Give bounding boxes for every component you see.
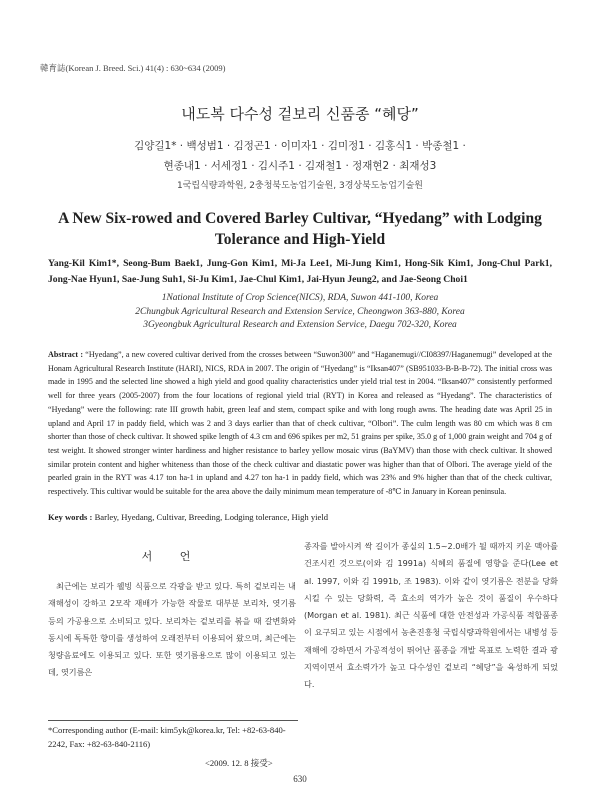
keywords-text: Barley, Hyedang, Cultivar, Breeding, Lodging tolerance, High yield: [94, 512, 329, 522]
english-affiliation-3: 3Gyeongbuk Agricultural Research and Extension Service, Daegu 702-320, Korea: [143, 320, 457, 330]
english-authors: Yang-Kil Kim1*, Seong-Bum Baek1, Jung-Gon Kim1, Mi-Ja Lee1, Mi-Jung Kim1, Hong-Sik Kim1, Jong-Chul Park1, Jong-Nae Hyun1, Sae-Jung Suh1, Si-Ju Kim1, Jae-Chul Kim1, Jai-Hyun Jeung2, and Jae-Seong Choi1: [48, 258, 552, 285]
intro-right-text: 종자를 발아시켜 싹 길이가 종실의 1.5~2.0배가 될 때까지 키운 맥아를 건조시킨 것으로(이와 김 1991a) 식혜의 품질에 영향을 준다(Lee et al. 1997, 이와 김 1991b, 조 1983). 이와 같이 엿기름은 전분을 당화시킬 수 있는 당화력, 즉 효소의 역가가 높은 것이 품질이 우수하다(Morgan et al. 1981). 최근 식품에 대한 안전성과 가공식품 적합품종이 요구되고 있는 시점에서 농촌진흥청 국립식량과학원에서는 내병성 등 재해에 강하면서 가공적성이 뛰어난 품종을 개발 목표로 노력한 결과 광지역이면서 효소력가가 높고 다수성인 겉보리 “혜당”을 육성하게 되었다.: [304, 541, 558, 690]
english-affiliation-1: 1National Institute of Crop Science(NICS), RDA, Suwon 441-100, Korea: [161, 293, 439, 303]
abstract: [48, 348, 552, 499]
corresponding-author-footnote: *Corresponding author (E-mail: kim5yk@korea.kr, Tel: +82-63-840-2242, Fax: +82-63-840-2116): [48, 725, 286, 749]
section-heading-introduction: 서 언: [141, 550, 203, 563]
journal-header: 韓育誌(Korean J. Breed. Sci.) 41(4) : 630~634 (2009): [40, 63, 226, 73]
korean-authors-line-1: 김양길1* · 백성범1 · 김정곤1 · 이미자1 · 김미정1 · 김홍식1 · 박종철1 ·: [134, 140, 466, 152]
page-number: 630: [293, 774, 307, 784]
korean-affiliations: 1국립식량과학원, 2충청북도농업기술원, 3경상북도농업기술원: [177, 181, 423, 191]
received-date: <2009. 12. 8 接受>: [205, 758, 273, 768]
keywords: [48, 512, 552, 522]
keywords-label: Key words :: [48, 512, 93, 522]
english-title: A New Six-rowed and Covered Barley Cultivar, “Hyedang” with Lodging Tolerance and High-Yield: [58, 210, 542, 248]
footnote-divider: [48, 720, 298, 721]
intro-left-column: [48, 578, 296, 682]
intro-right-column: [304, 538, 558, 694]
abstract-label: Abstract :: [48, 350, 84, 359]
intro-left-text: 최근에는 보리가 웰빙 식품으로 각광을 받고 있다. 특히 겉보리는 내재해성이 강하고 2모작 재배가 가능한 작물로 대부분 보리차, 엿기름 등의 가공용으로 소비되고 있다. 보리차는 겉보리를 볶을 때 갈변화와 동시에 독특한 향미를 생성하여 오래전부터 이용되어 왔으며, 최근에는 청량음료에도 이용되고 있다. 또한 엿기름용으로 많이 이용되고 있는데, 엿기름은: [48, 581, 296, 678]
korean-title: 내도복 다수성 겉보리 신품종 “혜당”: [181, 105, 419, 123]
abstract-text: “Hyedang”, a new covered cultivar derived from the crosses between “Suwon300” and “Haganemugi//CI08397/Haganemugi” developed at the Honam Agricultural Research Institute (HARI), NICS, RDA in 2007. The origin of “Hyedang” is “Iksan407” (SB951033-B-B-B-72). The initial cross was made in 1995 and the selected line showed a high yield and good quality characteristics under yield trial test in 2004. “Iksan407” consistently performed well for three years (2005-2007) from the four locations of regional yield trial (RYT) in Korea and released as “Hyedang”. The characteristics of “Hyedang” were the following: rate III growth habit, green leaf and stem, compact spike and with long rough awns. The heading date was April 25 in upland and April 17 in paddy field, which was 2 and 3 days earlier than that of check cultivar, “Olbori”. The culm length was 80 cm which was 8 cm shorter than those of check cultivar. It showed spike length of 4.3 cm and 696 spikes per m2, 51 grains per spike, 35.0 g of 1,000 grain weight and 704 g of test weight. It showed stronger winter hardiness and higher resistance to barley yellow mosaic virus (BaYMV) than those with check cultivar. It showed similar protein content and higher whiteness than those of the check cultivar and diastatic power was higher than that of Olbori. The average yield of the pearled grain in the RYT was 4.17 ton ha-1 in upland and 4.27 ton ha-1 in paddy field, which was 23% and 9% higher than that of the check cultivar, respectively. This cultivar would be suitable for the area above the daily minimum mean temperature of -8℃ in January in Korean peninsula.: [48, 350, 552, 497]
korean-authors-line-2: 현종내1 · 서세정1 · 김시주1 · 김재철1 · 정재현2 · 최재성3: [163, 160, 437, 172]
english-affiliation-2: 2Chungbuk Agricultural Research and Extension Service, Cheongwon 363-880, Korea: [135, 307, 465, 317]
